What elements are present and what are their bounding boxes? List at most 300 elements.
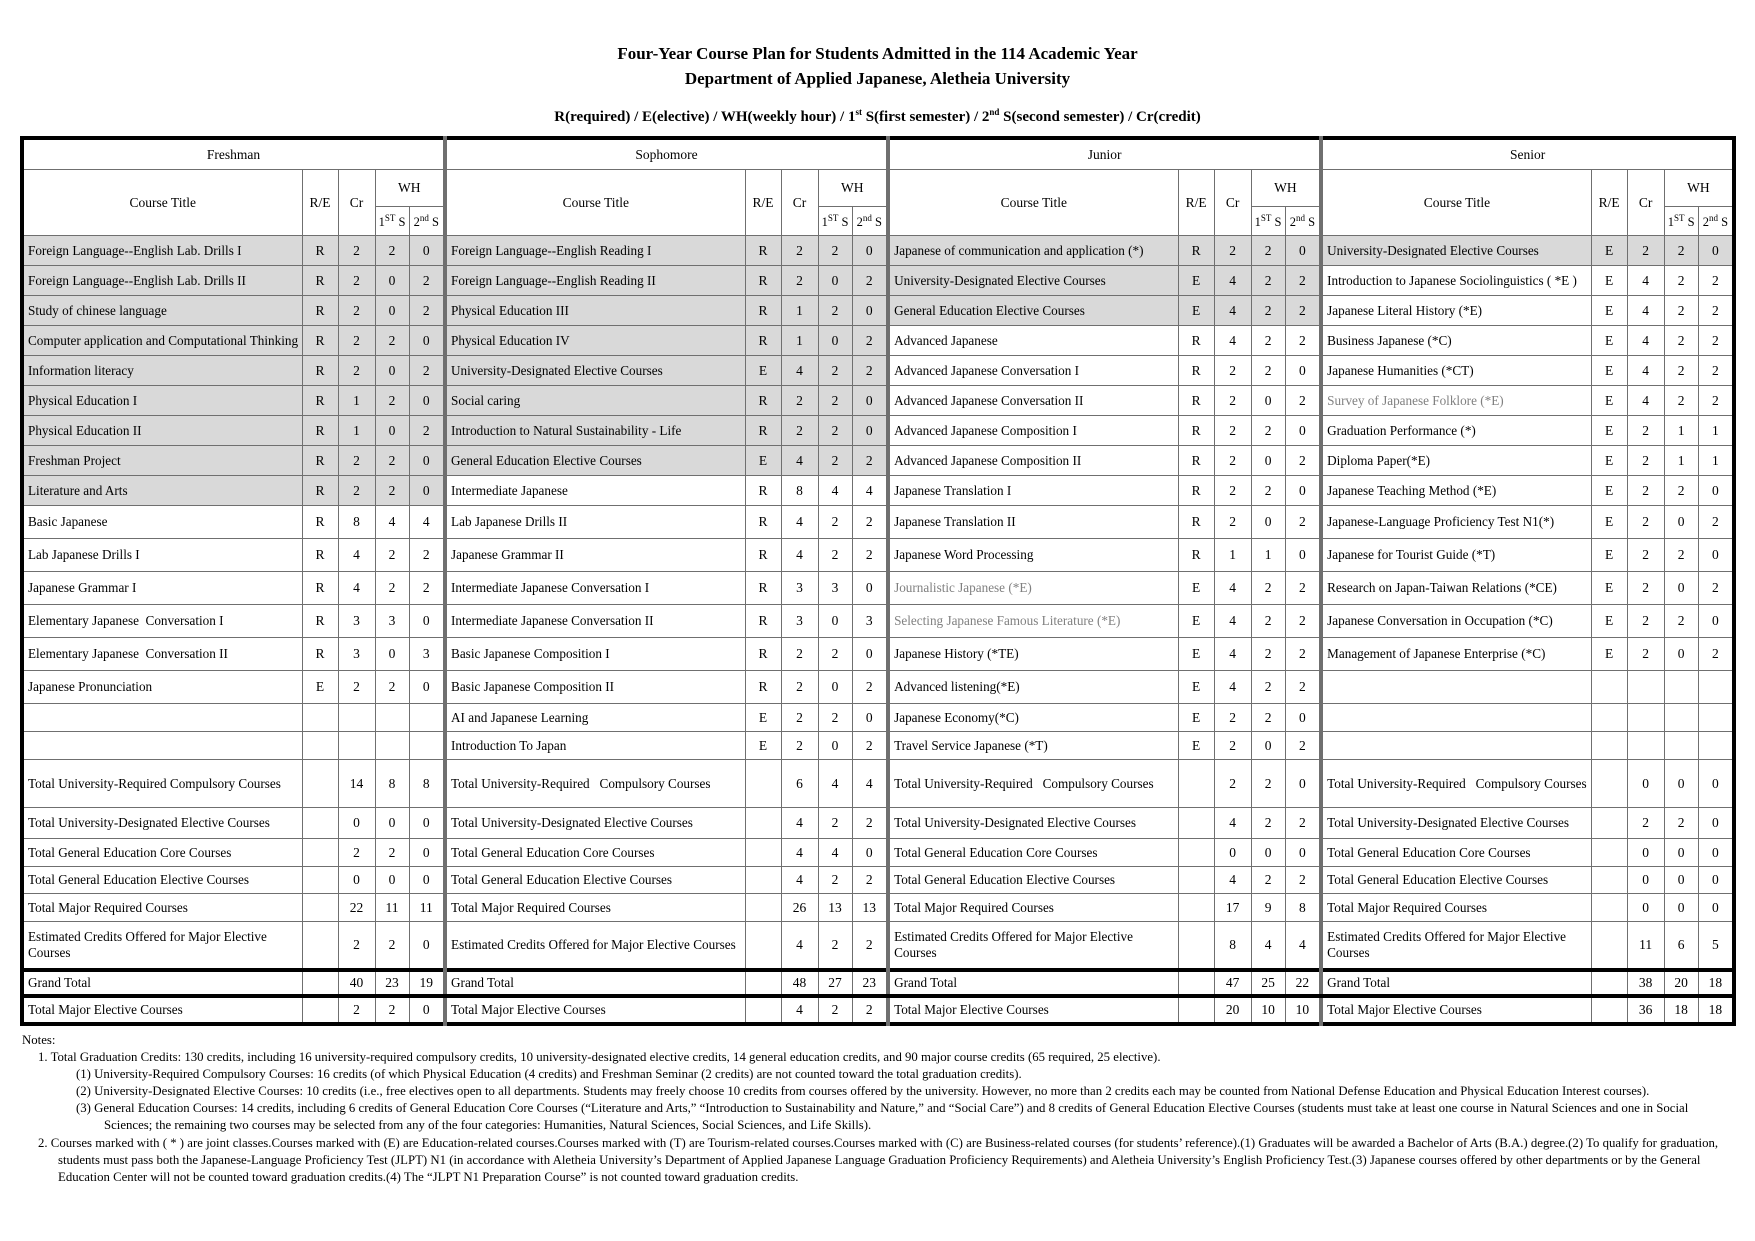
s1-cell: 0 (1251, 446, 1285, 476)
cr-cell: 2 (338, 356, 375, 386)
s1-cell: 2 (375, 572, 409, 605)
course-title-cell: Japanese Translation I (888, 476, 1178, 506)
re-cell: R (302, 236, 338, 266)
s2-cell: 4 (1285, 922, 1321, 970)
s1-cell: 2 (818, 996, 852, 1024)
table-row (22, 867, 1734, 894)
s2-cell: 2 (1285, 808, 1321, 839)
course-title-header: Course Title (445, 170, 745, 236)
course-title-cell: Japanese for Tourist Guide (*T) (1321, 539, 1591, 572)
re-cell: R (1178, 506, 1214, 539)
course-title-cell (1321, 732, 1591, 760)
course-title-cell: University-Designated Elective Courses (445, 356, 745, 386)
s2-cell: 0 (852, 386, 888, 416)
cr-cell: 2 (1214, 760, 1251, 808)
s1-cell: 2 (1251, 704, 1285, 732)
cr-cell: 1 (338, 386, 375, 416)
s1-cell: 2 (375, 671, 409, 704)
cr-cell: 1 (338, 416, 375, 446)
re-cell (745, 894, 781, 922)
course-title-cell: Physical Education IV (445, 326, 745, 356)
re-cell: R (302, 539, 338, 572)
cr-cell: 4 (781, 356, 818, 386)
wh-header: WH (818, 170, 888, 207)
re-cell: E (1591, 506, 1627, 539)
cr-cell: 22 (338, 894, 375, 922)
s2-cell: 0 (409, 839, 445, 867)
cr-cell: 47 (1214, 970, 1251, 996)
course-title-cell: Introduction to Japanese Sociolinguistics ( *E ) (1321, 266, 1591, 296)
cr-cell: 4 (1214, 605, 1251, 638)
s1-cell: 4 (818, 476, 852, 506)
s2-cell: 0 (1285, 539, 1321, 572)
table-row (22, 839, 1734, 867)
cr-cell: 2 (1627, 476, 1664, 506)
total-label-cell: Total University-Required Compulsory Courses (1321, 760, 1591, 808)
re-cell: R (302, 356, 338, 386)
s2-cell: 2 (409, 296, 445, 326)
s1-cell: 2 (818, 296, 852, 326)
s2-cell: 2 (1698, 572, 1734, 605)
s1-cell: 2 (1664, 356, 1698, 386)
cr-cell: 40 (338, 970, 375, 996)
s2-cell: 4 (409, 506, 445, 539)
s1-cell (375, 732, 409, 760)
cr-cell: 0 (338, 867, 375, 894)
re-cell: R (745, 572, 781, 605)
total-label-cell: Total General Education Elective Courses (1321, 867, 1591, 894)
wh-header: WH (375, 170, 445, 207)
s1-cell: 0 (1251, 506, 1285, 539)
s2-cell: 2 (852, 867, 888, 894)
course-title-cell: Survey of Japanese Folklore (*E) (1321, 386, 1591, 416)
notes (22, 1032, 1731, 1186)
cr-cell: 2 (781, 386, 818, 416)
cr-cell: 2 (1214, 386, 1251, 416)
re-cell (745, 839, 781, 867)
re-cell (1591, 970, 1627, 996)
s2-cell: 0 (852, 416, 888, 446)
cr-cell: 8 (338, 506, 375, 539)
page-subtitle: Department of Applied Japanese, Aletheia University (684, 68, 1071, 88)
s1-cell (1664, 704, 1698, 732)
cr-cell: 4 (781, 539, 818, 572)
re-cell (1591, 894, 1627, 922)
re-cell (745, 808, 781, 839)
cr-cell: 2 (1627, 638, 1664, 671)
cr-cell: 2 (338, 446, 375, 476)
re-header: R/E (302, 170, 338, 236)
s2-cell: 2 (1285, 266, 1321, 296)
s2-cell: 2 (409, 572, 445, 605)
course-title-cell (1321, 671, 1591, 704)
course-title-cell: Advanced Japanese Composition I (888, 416, 1178, 446)
total-label-cell: Total General Education Elective Courses (445, 867, 745, 894)
cr-cell: 4 (781, 808, 818, 839)
s2-cell: 2 (852, 326, 888, 356)
cr-cell (338, 704, 375, 732)
s2-cell (409, 704, 445, 732)
total-label-cell: Total Major Required Courses (445, 894, 745, 922)
course-title-cell: Lab Japanese Drills I (22, 539, 302, 572)
re-cell: E (745, 732, 781, 760)
s1-cell: 2 (818, 506, 852, 539)
cr-cell: 20 (1214, 996, 1251, 1024)
table-row (22, 760, 1734, 808)
s1-cell: 2 (818, 386, 852, 416)
table-head (22, 138, 1734, 236)
course-title-cell: Advanced Japanese Conversation I (888, 356, 1178, 386)
first-semester-header: 1ST S (375, 207, 409, 236)
s2-cell: 0 (409, 867, 445, 894)
re-cell: R (302, 572, 338, 605)
s1-cell: 2 (818, 356, 852, 386)
re-cell: E (1591, 266, 1627, 296)
course-title-cell: Foreign Language--English Reading I (445, 236, 745, 266)
s1-cell: 10 (1251, 996, 1285, 1024)
course-title-cell: University-Designated Elective Courses (888, 266, 1178, 296)
notes-heading: Notes: (22, 1032, 56, 1047)
total-label-cell: Grand Total (888, 970, 1178, 996)
s2-cell: 19 (409, 970, 445, 996)
re-cell (1178, 839, 1214, 867)
s1-cell: 2 (1251, 356, 1285, 386)
s2-cell (1698, 671, 1734, 704)
s1-cell: 0 (375, 416, 409, 446)
s1-cell: 2 (1251, 476, 1285, 506)
s1-cell: 6 (1664, 922, 1698, 970)
s1-cell: 2 (375, 446, 409, 476)
s2-cell (409, 732, 445, 760)
cr-cell: 4 (1214, 326, 1251, 356)
course-title-cell: Foreign Language--English Lab. Drills II (22, 266, 302, 296)
course-title-cell: Computer application and Computational Thinking (22, 326, 302, 356)
cr-cell: 2 (781, 671, 818, 704)
course-title-cell: Introduction To Japan (445, 732, 745, 760)
total-label-cell: Total University-Required Compulsory Courses (888, 760, 1178, 808)
cr-cell: 2 (338, 476, 375, 506)
s2-cell: 8 (1285, 894, 1321, 922)
wh-header: WH (1664, 170, 1734, 207)
cr-cell: 2 (1214, 506, 1251, 539)
s1-cell: 1 (1251, 539, 1285, 572)
course-title-header: Course Title (888, 170, 1178, 236)
course-title-cell: Diploma Paper(*E) (1321, 446, 1591, 476)
cr-cell: 4 (1214, 808, 1251, 839)
cr-cell: 1 (1214, 539, 1251, 572)
re-cell: E (1178, 732, 1214, 760)
re-cell: R (1178, 446, 1214, 476)
s1-cell: 0 (818, 671, 852, 704)
s2-cell: 3 (409, 638, 445, 671)
course-title-cell: Lab Japanese Drills II (445, 506, 745, 539)
re-cell: E (1591, 539, 1627, 572)
s1-cell (375, 704, 409, 732)
header-block (0, 0, 1755, 126)
s2-cell: 1 (1698, 446, 1734, 476)
s2-cell: 0 (1285, 704, 1321, 732)
s1-cell: 0 (1251, 839, 1285, 867)
cr-cell: 2 (1627, 506, 1664, 539)
s1-cell: 2 (1251, 296, 1285, 326)
s1-cell: 2 (1251, 416, 1285, 446)
s1-cell: 0 (375, 266, 409, 296)
total-label-cell: Estimated Credits Offered for Major Elective Courses (22, 922, 302, 970)
page-title: Four-Year Course Plan for Students Admitted in the 114 Academic Year (617, 44, 1138, 63)
course-title-cell: Physical Education III (445, 296, 745, 326)
re-cell (1178, 808, 1214, 839)
s2-cell: 0 (1285, 839, 1321, 867)
s1-cell: 2 (818, 867, 852, 894)
cr-cell: 2 (781, 266, 818, 296)
cr-cell: 4 (1214, 266, 1251, 296)
re-cell (1591, 922, 1627, 970)
s2-cell: 18 (1698, 996, 1734, 1024)
course-title-cell: Japanese Word Processing (888, 539, 1178, 572)
cr-cell: 2 (1627, 808, 1664, 839)
re-cell: R (302, 638, 338, 671)
table-row (22, 236, 1734, 266)
total-label-cell: Total University-Required Compulsory Courses (22, 760, 302, 808)
s1-cell: 0 (818, 326, 852, 356)
s2-cell: 13 (852, 894, 888, 922)
course-title-cell: AI and Japanese Learning (445, 704, 745, 732)
re-cell: R (1178, 326, 1214, 356)
re-cell (302, 732, 338, 760)
cr-header: Cr (1214, 170, 1251, 236)
re-cell (1178, 970, 1214, 996)
re-cell (302, 970, 338, 996)
total-label-cell: Total Major Elective Courses (445, 996, 745, 1024)
note-item: 2. Courses marked with ( * ) are joint classes.Courses marked with (E) are Education-related courses.Courses marked with (T) are Tourism-related courses.Courses marked with (C) are Business-related courses (for students’ reference).(1) Graduates will be awarded a Bachelor of Arts (B.A.) degree.(2) To qualify for graduation, students must pass both the Japanese-Language Proficiency Test (JLPT) N1 (in accordance with Aletheia University’s Department of Applied Japanese Language Graduation Proficiency Requirements) and Aletheia University’s English Proficiency Test.(3) Japanese courses offered by other departments or by the General Education Center will not be counted toward graduation credits.(4) The “JLPT N1 Preparation Course” is not counted toward graduation credits. (38, 1135, 1719, 1184)
cr-cell (338, 732, 375, 760)
re-cell (745, 867, 781, 894)
first-semester-header: 1ST S (1664, 207, 1698, 236)
course-title-cell: Japanese Economy(*C) (888, 704, 1178, 732)
re-cell (1178, 996, 1214, 1024)
s2-cell: 2 (409, 266, 445, 296)
s1-cell: 2 (375, 386, 409, 416)
s1-cell: 2 (375, 476, 409, 506)
total-label-cell: Total General Education Core Courses (888, 839, 1178, 867)
course-title-cell: Japanese-Language Proficiency Test N1(*) (1321, 506, 1591, 539)
s2-cell: 3 (852, 605, 888, 638)
re-cell: E (1591, 416, 1627, 446)
s1-cell: 2 (818, 416, 852, 446)
re-cell: R (302, 446, 338, 476)
s2-cell: 2 (1285, 605, 1321, 638)
s1-cell: 0 (818, 605, 852, 638)
re-cell: E (1178, 605, 1214, 638)
s2-cell: 2 (1698, 326, 1734, 356)
cr-cell: 2 (781, 732, 818, 760)
total-label-cell: Total University-Designated Elective Courses (1321, 808, 1591, 839)
total-label-cell: Total Major Elective Courses (888, 996, 1178, 1024)
table-row (22, 894, 1734, 922)
s1-cell: 0 (1664, 894, 1698, 922)
total-label-cell: Total General Education Core Courses (445, 839, 745, 867)
s1-cell: 4 (375, 506, 409, 539)
cr-cell: 0 (1627, 894, 1664, 922)
s2-cell: 0 (409, 922, 445, 970)
s1-cell: 0 (1664, 572, 1698, 605)
cr-cell: 2 (1627, 446, 1664, 476)
cr-cell: 1 (781, 296, 818, 326)
s1-cell: 2 (1251, 572, 1285, 605)
s2-cell: 2 (852, 446, 888, 476)
s1-cell: 2 (818, 539, 852, 572)
re-cell (1591, 732, 1627, 760)
course-title-cell: Elementary Japanese Conversation I (22, 605, 302, 638)
note-item: (2) University-Designated Elective Courses: 10 credits (i.e., free electives open to all departments. Students may freely choose 10 credits from courses offered by the university. However, no more than 2 credits each may be counted from National Defense Education and Physical Education Interest courses). (76, 1084, 1650, 1099)
s2-cell: 0 (1285, 760, 1321, 808)
cr-cell: 36 (1627, 996, 1664, 1024)
course-title-cell (22, 704, 302, 732)
course-title-cell: Advanced Japanese Conversation II (888, 386, 1178, 416)
course-title-cell (1321, 704, 1591, 732)
cr-cell: 4 (338, 572, 375, 605)
cr-cell: 4 (1627, 326, 1664, 356)
re-cell: R (302, 296, 338, 326)
total-label-cell: Total Major Elective Courses (1321, 996, 1591, 1024)
s2-cell: 2 (1698, 386, 1734, 416)
cr-cell: 2 (1214, 732, 1251, 760)
cr-cell: 2 (338, 236, 375, 266)
cr-cell: 1 (781, 326, 818, 356)
s1-cell: 2 (1664, 266, 1698, 296)
total-label-cell: Total General Education Core Courses (1321, 839, 1591, 867)
s2-cell: 2 (1285, 638, 1321, 671)
course-title-cell: Basic Japanese Composition II (445, 671, 745, 704)
re-cell: R (745, 671, 781, 704)
s2-cell: 0 (409, 326, 445, 356)
cr-cell: 14 (338, 760, 375, 808)
re-cell (302, 839, 338, 867)
table-row (22, 922, 1734, 970)
section-header-junior: Junior (888, 138, 1321, 170)
table-row (22, 732, 1734, 760)
re-cell: R (745, 605, 781, 638)
second-semester-header: 2nd S (852, 207, 888, 236)
re-cell (745, 760, 781, 808)
re-cell (1591, 760, 1627, 808)
cr-cell: 4 (781, 839, 818, 867)
total-label-cell: Total General Education Core Courses (22, 839, 302, 867)
s1-cell: 2 (1251, 808, 1285, 839)
s2-cell: 2 (1285, 446, 1321, 476)
s1-cell: 2 (818, 922, 852, 970)
notes-items (22, 1049, 1731, 1186)
s2-cell: 0 (409, 996, 445, 1024)
s2-cell: 23 (852, 970, 888, 996)
s1-cell: 0 (375, 867, 409, 894)
s1-cell: 3 (375, 605, 409, 638)
s1-cell: 0 (375, 356, 409, 386)
re-cell: R (745, 476, 781, 506)
course-title-cell: Japanese Grammar I (22, 572, 302, 605)
s1-cell: 2 (1251, 266, 1285, 296)
s2-cell: 18 (1698, 970, 1734, 996)
s1-cell: 0 (818, 266, 852, 296)
s1-cell: 2 (1664, 296, 1698, 326)
cr-cell: 2 (1214, 416, 1251, 446)
total-label-cell: Grand Total (22, 970, 302, 996)
total-label-cell: Total University-Designated Elective Courses (888, 808, 1178, 839)
table-row (22, 326, 1734, 356)
re-cell (1591, 839, 1627, 867)
s2-cell: 4 (852, 760, 888, 808)
course-title-cell: Physical Education II (22, 416, 302, 446)
cr-cell: 2 (338, 326, 375, 356)
table-row (22, 506, 1734, 539)
cr-cell: 2 (1214, 704, 1251, 732)
re-cell (1591, 671, 1627, 704)
cr-cell: 4 (1214, 867, 1251, 894)
re-cell (745, 996, 781, 1024)
s2-cell: 2 (1698, 506, 1734, 539)
re-cell: R (1178, 476, 1214, 506)
cr-cell: 3 (781, 572, 818, 605)
total-label-cell: Total University-Required Compulsory Courses (445, 760, 745, 808)
s1-cell: 2 (818, 236, 852, 266)
s1-cell: 2 (375, 839, 409, 867)
s2-cell: 0 (409, 476, 445, 506)
s2-cell: 2 (852, 808, 888, 839)
table-row (22, 539, 1734, 572)
s1-cell: 2 (818, 446, 852, 476)
s2-cell: 0 (852, 296, 888, 326)
course-title-cell: Basic Japanese Composition I (445, 638, 745, 671)
course-title-cell: General Education Elective Courses (888, 296, 1178, 326)
re-cell (302, 922, 338, 970)
note-item: (3) General Education Courses: 14 credits, including 6 credits of General Education Core Courses (“Literature and Arts,” “Introduction to Sustainability and Nature,” and “Social Care”) and 8 credits of General Education Elective Courses (students must take at least one course in Natural Sciences and one in Social Sciences; the remaining two courses may be selected from any of the four categories: Humanities, Natural Sciences, Social Sciences, and Life Skills). (76, 1101, 1689, 1133)
s2-cell (1698, 732, 1734, 760)
cr-cell: 0 (1214, 839, 1251, 867)
re-cell (745, 922, 781, 970)
s1-cell: 23 (375, 970, 409, 996)
s2-cell: 0 (1285, 356, 1321, 386)
s2-cell: 0 (852, 839, 888, 867)
s1-cell (1664, 671, 1698, 704)
course-title-cell: Intermediate Japanese (445, 476, 745, 506)
s2-cell: 0 (409, 671, 445, 704)
s2-cell: 1 (1698, 416, 1734, 446)
course-title-cell: Graduation Performance (*) (1321, 416, 1591, 446)
cr-cell (1627, 671, 1664, 704)
re-cell: E (1591, 326, 1627, 356)
re-cell: R (745, 506, 781, 539)
s2-cell: 2 (852, 671, 888, 704)
course-title-cell: Japanese Translation II (888, 506, 1178, 539)
total-label-cell: Total University-Designated Elective Courses (22, 808, 302, 839)
cr-cell: 3 (338, 605, 375, 638)
s2-cell: 0 (1698, 236, 1734, 266)
wh-header: WH (1251, 170, 1321, 207)
re-cell: E (745, 446, 781, 476)
cr-cell: 6 (781, 760, 818, 808)
cr-cell: 4 (1627, 356, 1664, 386)
cr-cell: 0 (1627, 867, 1664, 894)
cr-cell: 2 (781, 638, 818, 671)
note-item: (1) University-Required Compulsory Courses: 16 credits (of which Physical Education (4 credits) and Freshman Seminar (2 credits) are not counted toward the total graduation credits). (76, 1067, 1022, 1082)
re-cell: E (1178, 671, 1214, 704)
s2-cell: 2 (852, 356, 888, 386)
s1-cell: 0 (1664, 867, 1698, 894)
re-cell: E (745, 356, 781, 386)
cr-cell: 17 (1214, 894, 1251, 922)
cr-cell: 2 (1214, 476, 1251, 506)
cr-cell: 4 (1214, 671, 1251, 704)
